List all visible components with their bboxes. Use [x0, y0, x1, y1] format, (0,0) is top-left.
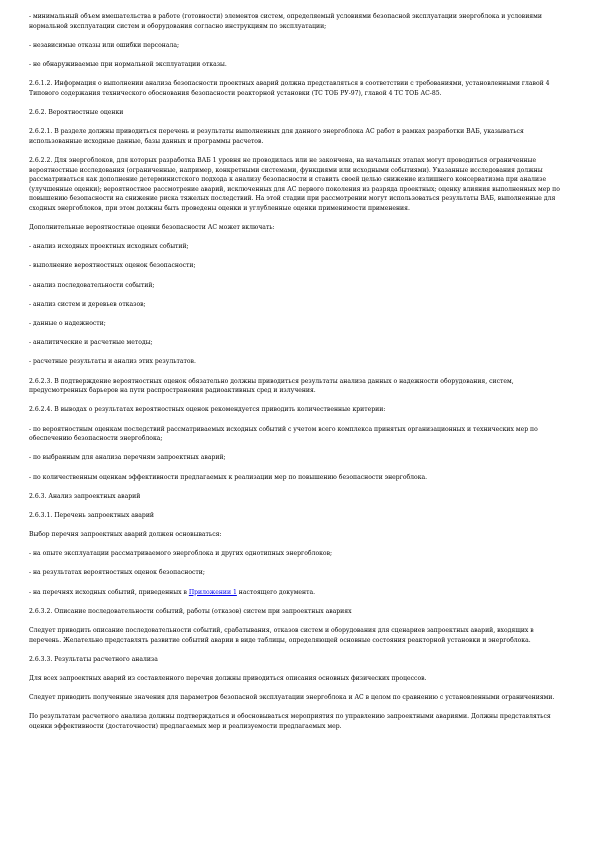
bullet-item-min-intervention: - минимальный объем вмешательства в работе (готовности) элементов систем, определяемый условиями безопасной эксплуатации энергоблока и условиями нормальной эксплуатации систем и оборудования согласно инструкциям по эксплуатации;	[29, 13, 542, 30]
bullet-item-probabilistic-assessments: - выполнение вероятностных оценок безопасности;	[29, 262, 196, 270]
paragraph-accident-management: По результатам расчетного анализа должны подтверждаться и обосновываться мероприятия по управлению запроектными авариями. Должны представляться оценки эффективности (достаточности) предлагаемых мер и реализуемости предлагаемых мер.	[29, 713, 551, 730]
bullet-item-methods: - аналитические и расчетные методы;	[29, 339, 153, 347]
bullet-item-consequence-estimates: - по вероятностным оценкам последствий рассматриваемых исходных событий с учетом всего комплекса принятых организационных и технических мер по обеспечению безопасности энергоблока;	[29, 425, 538, 443]
bullet-item-operating-experience: - на опыте эксплуатации рассматриваемого энергоблока и других однотипных энергоблоков;	[29, 550, 333, 558]
bullet-item-selected-lists: - по выбранным для анализа перечням запроектных аварий;	[29, 454, 226, 462]
paragraph-sequence-description: Следует приводить описание последовательности событий, срабатывания, отказов систем и оборудования для сценариев запроектных аварий, входящих в перечень. Желательно представлять развитие событий аварии в виде таблицы, определяющей основные состояния реакторной установки и энергоблока.	[29, 627, 534, 644]
bullet-item-undetected-failures: - не обнаруживаемые при нормальной эксплуатации отказы.	[29, 60, 227, 68]
section-heading-2-6-2: 2.6.2. Вероятностные оценки	[29, 108, 124, 116]
paragraph-2-6-2-3: 2.6.2.3. В подтверждение вероятностных оценок обязательно должны приводиться результаты анализа данных о надежности оборудования, систем, предусмотренных барьеров на пути распространения радиоактивных сред и излучения.	[29, 377, 514, 395]
bullet-item-personnel-errors: - независимые отказы или ошибки персонала;	[29, 41, 180, 49]
bullet-item-fault-trees: - анализ систем и деревьев отказов;	[29, 300, 146, 308]
subsection-heading-2-6-3-1: 2.6.3.1. Перечень запроектных аварий	[29, 511, 154, 519]
bullet-item-pas-results: - на результатах вероятностных оценок безопасности;	[29, 569, 205, 577]
bullet-item-appendix-reference	[29, 588, 561, 598]
paragraph-2-6-1-2: 2.6.1.2. Информация о выполнении анализа безопасности проектных аварий должна представляться в соответствии с требованиями, установленными главой 4 Типового содержания технического обоснования безопасности реакторной установки (ТС ТОБ РУ-97), главой 4 ТС ТОБ АС-85.	[29, 80, 550, 97]
bullet-item-reliability-data: - данные о надежности;	[29, 320, 106, 327]
paragraph-list-selection: Выбор перечня запроектных аварий должен основываться:	[29, 531, 222, 539]
paragraph-2-6-2-1: 2.6.2.1. В разделе должны приводиться перечень и результаты выполненных для данного энергоблока АС работ в рамках разработки ВАБ, указываться использованные исходные данные, базы данных и программы расчетов.	[29, 128, 524, 145]
appendix-text-after: настоящего документа.	[236, 588, 316, 596]
paragraph-physical-processes: Для всех запроектных аварий из составленного перечня должны приводиться описания основных физических процессов.	[29, 674, 427, 682]
paragraph-additional-assessments: Дополнительные вероятностные оценки безопасности АС может включать:	[29, 224, 275, 232]
section-heading-2-6-3: 2.6.3. Анализ запроектных аварий	[29, 492, 141, 500]
subsection-heading-2-6-3-2: 2.6.3.2. Описание последовательности событий, работы (отказов) систем при запроектных авариях	[29, 607, 352, 615]
paragraph-2-6-2-4: 2.6.2.4. В выводах о результатах вероятностных оценок рекомендуется приводить количественные критерии:	[29, 406, 386, 414]
bullet-item-efficiency-estimates: - по количественным оценкам эффективности предлагаемых к реализации мер по повышению безопасности энергоблока.	[29, 473, 428, 481]
appendix-1-link[interactable]: Приложении 1	[188, 588, 237, 596]
paragraph-parameter-values: Следует приводить полученные значения для параметров безопасной эксплуатации энергоблока и АС в целом по сравнению с установленными ограничениями.	[29, 694, 555, 702]
subsection-heading-2-6-3-3: 2.6.3.3. Результаты расчетного анализа	[29, 655, 158, 663]
bullet-item-event-sequences: - анализ последовательности событий;	[29, 281, 155, 289]
appendix-text-before: - на перечнях исходных событий, приведенных в	[29, 588, 189, 596]
bullet-item-initiating-events: - анализ исходных проектных исходных событий;	[29, 243, 189, 251]
paragraph-2-6-2-2: 2.6.2.2. Для энергоблоков, для которых разработка ВАБ 1 уровня не проводилась или не закончена, на начальных этапах могут проводиться ограниченные вероятностные исследования (ограниченные, например, конкретными системами, функциями или исходными событиями). Указанные исследования должны рассматриваться как дополнение детерминистского подхода к анализу безопасности и ставить своей целью снижение излишнего консерватизма при анализе (улучшенные оценки); вероятностное рассмотрение аварий, исключенных для АС первого поколения из разряда проектных; оценку влияния выполненных мер по повышению безопасности на снижение риска тяжелых последствий. На этой стадии при рассмотрении могут использоваться результаты ВАБ, выполненные для сходных энергоблоков, при этом должны быть проведены оценки и углубленные оценки применимости применения.	[29, 156, 560, 212]
bullet-item-results: - расчетные результаты и анализ этих результатов.	[29, 358, 196, 366]
